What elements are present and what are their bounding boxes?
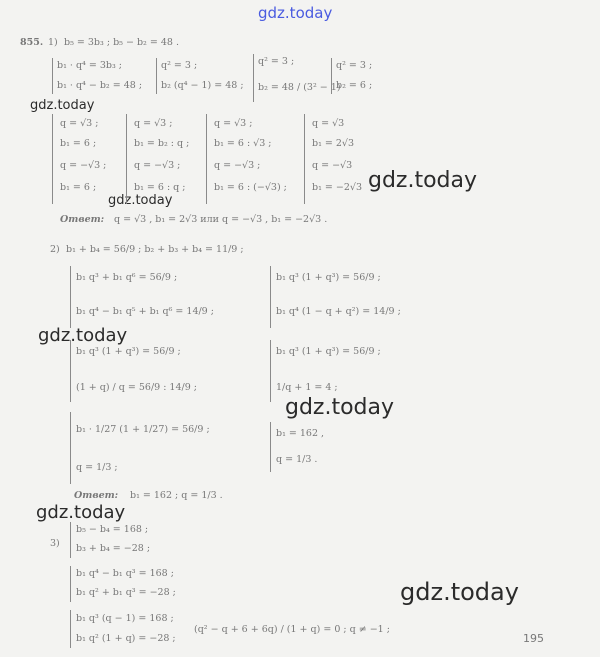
problem-number: 855. [20, 37, 44, 48]
equation: (q² − q + 6 + 6q) / (1 + q) = 0 ; q ≠ −1 ; [194, 624, 390, 635]
system-brace [270, 422, 271, 472]
watermark: gdz.today [108, 193, 173, 208]
system-brace [52, 114, 53, 204]
equation: b₁ q³ (1 + q³) = 56/9 ; [276, 272, 381, 283]
answer-label: Ответ: [74, 490, 119, 501]
system-brace [206, 114, 207, 204]
system-brace [304, 114, 305, 204]
watermark-top: gdz.today [258, 4, 333, 22]
answer: b₁ = 162 ; q = 1/3 . [130, 490, 223, 501]
answer: q = √3 , b₁ = 2√3 или q = −√3 , b₁ = −2√3 . [114, 214, 328, 225]
given-equation: b₁ + b₄ = 56/9 ; b₂ + b₃ + b₄ = 11/9 ; [66, 244, 244, 255]
system-brace [52, 58, 53, 94]
equation: b₁ q⁴ − b₁ q⁵ + b₁ q⁶ = 14/9 ; [76, 306, 214, 317]
equation: b₁ = 2√3 [312, 138, 355, 149]
equation: b₁ q³ + b₁ q⁶ = 56/9 ; [76, 272, 178, 283]
equation: b₃ + b₄ = −28 ; [76, 543, 151, 554]
given-equation: b₅ = 3b₃ ; b₅ − b₂ = 48 . [64, 37, 179, 48]
system-brace [70, 610, 71, 648]
equation: q = √3 ; [214, 118, 253, 129]
watermark: gdz.today [30, 98, 95, 113]
equation: q² = 3 ; [161, 60, 198, 71]
watermark: gdz.today [400, 578, 519, 606]
equation: q = −√3 ; [134, 160, 181, 171]
watermark: gdz.today [368, 168, 478, 193]
equation: b₁ = 162 , [276, 428, 325, 439]
system-brace [270, 266, 271, 328]
equation: b₁ = 6 : √3 ; [214, 138, 272, 149]
equation: b₁ q² + b₁ q³ = −28 ; [76, 587, 176, 598]
equation: b₁ q⁴ − b₁ q³ = 168 ; [76, 568, 174, 579]
equation: q = −√3 [312, 160, 353, 171]
equation: b₁ q³ (q − 1) = 168 ; [76, 613, 174, 624]
system-brace [331, 58, 332, 94]
equation: (1 + q) / q = 56/9 : 14/9 ; [76, 382, 197, 393]
system-brace [70, 266, 71, 328]
system-brace [70, 340, 71, 402]
system-brace [270, 340, 271, 402]
watermark: gdz.today [285, 395, 395, 420]
equation: b₂ = 6 ; [336, 80, 373, 91]
equation: b₁ q² (1 + q) = −28 ; [76, 633, 176, 644]
equation: b₁ · q⁴ = 3b₃ ; [57, 60, 122, 71]
equation: b₁ = b₂ : q ; [134, 138, 190, 149]
system-brace [253, 54, 254, 102]
equation: b₁ = 6 : (−√3) ; [214, 182, 287, 193]
equation: b₁ = 6 : q ; [134, 182, 186, 193]
equation: b₁ = 6 ; [60, 182, 97, 193]
part-label: 3) [50, 538, 60, 549]
equation: b₁ q⁴ (1 − q + q²) = 14/9 ; [276, 306, 401, 317]
part-label: 1) [48, 37, 58, 48]
system-brace [70, 566, 71, 602]
equation: b₁ q³ (1 + q³) = 56/9 ; [276, 346, 381, 357]
equation: q² = 3 ; [258, 56, 295, 67]
equation: q² = 3 ; [336, 60, 373, 71]
equation: b₅ − b₄ = 168 ; [76, 524, 149, 535]
system-brace [70, 412, 71, 484]
equation: q = 1/3 . [276, 454, 318, 465]
equation: q = −√3 ; [214, 160, 261, 171]
equation: b₁ q³ (1 + q³) = 56/9 ; [76, 346, 181, 357]
equation: b₂ (q⁴ − 1) = 48 ; [161, 80, 244, 91]
equation: q = √3 ; [134, 118, 173, 129]
part-label: 2) [50, 244, 60, 255]
equation: q = 1/3 ; [76, 462, 118, 473]
page-number: 195 [523, 632, 544, 645]
answer-label: Ответ: [60, 214, 105, 225]
system-brace [70, 522, 71, 558]
watermark: gdz.today [38, 325, 128, 346]
equation: b₁ = −2√3 [312, 182, 362, 193]
equation: b₁ · q⁴ − b₂ = 48 ; [57, 80, 143, 91]
equation: 1/q + 1 = 4 ; [276, 382, 338, 393]
equation: b₁ · 1/27 (1 + 1/27) = 56/9 ; [76, 424, 210, 435]
equation: q = √3 ; [60, 118, 99, 129]
equation: b₂ = 48 / (3² − 1) [258, 82, 341, 93]
equation: q = √3 [312, 118, 345, 129]
equation: b₁ = 6 ; [60, 138, 97, 149]
equation: q = −√3 ; [60, 160, 107, 171]
system-brace [126, 114, 127, 204]
system-brace [156, 58, 157, 94]
watermark: gdz.today [36, 502, 126, 523]
